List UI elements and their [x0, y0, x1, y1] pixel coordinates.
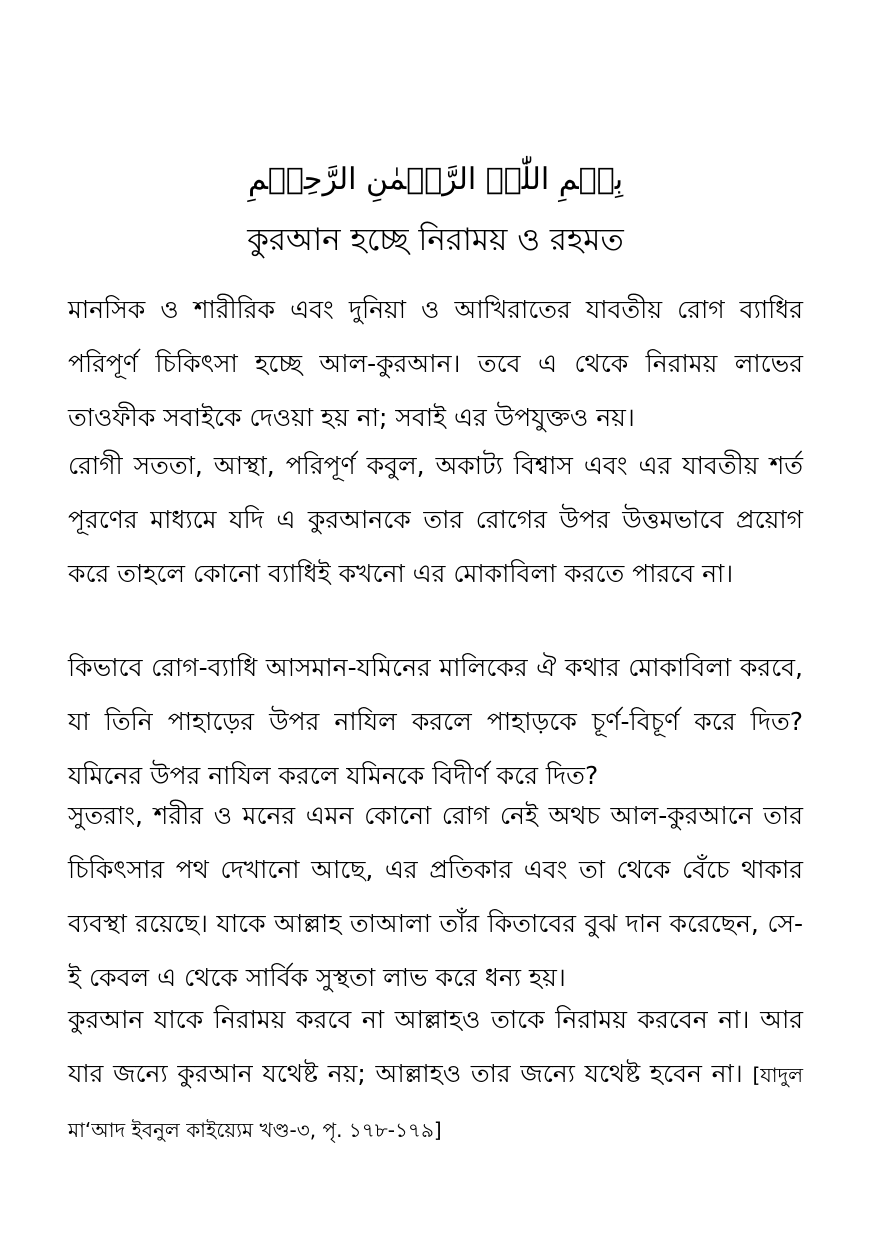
paragraph-1: মানসিক ও শারীরিক এবং দুনিয়া ও আখিরাতের যাবতীয় রোগ ব্যাধির পরিপূর্ণ চিকিৎসা হচ্ছে আল-কুরআন। তবে এ থেকে নিরাময় লাভের তাওফীক সবাইকে দেওয়া হয় না; সবাই এর উপযুক্তও নয়।: [68, 295, 803, 432]
paragraph-2: রোগী সততা, আস্থা, পরিপূর্ণ কবুল, অকাট্য বিশ্বাস এবং এর যাবতীয় শর্ত পূরণের মাধ্যমে যদি এ কুরআনকে তার রোগের উপর উত্তমভাবে প্রয়োগ করে তাহলে কোনো ব্যাধিই কখনো এর মোকাবিলা করতে পারবে না।: [68, 451, 803, 588]
bismillah-calligraphy: بِسۡمِ اللّٰہِ الرَّحۡمٰنِ الرَّحِیۡمِ: [247, 162, 624, 197]
page-title: কুরআন হচ্ছে নিরাময় ও রহমত: [247, 222, 624, 258]
citation: [যাদুল মা‘আদ ইবনুল কাইয়্যেম খণ্ড-৩, পৃ. ১৭৮-১৭৯]: [68, 1063, 803, 1142]
paragraph-5-text: কুরআন যাকে নিরাময় করবে না আল্লাহও তাকে নিরাময় করবেন না। আর যার জন্যে কুরআন যথেষ্ট নয়; আল্লাহও তার জন্যে যথেষ্ট হবেন না।: [68, 1005, 803, 1088]
paragraph-3: কিভাবে রোগ-ব্যাধি আসমান-যমিনের মালিকের ঐ কথার মোকাবিলা করবে, যা তিনি পাহাড়ের উপর নাযিল করলে পাহাড়কে চূর্ণ-বিচূর্ণ করে দিত? যমিনের উপর নাযিল করলে যমিনকে বিদীর্ণ করে দিত?: [68, 653, 803, 790]
paragraph-4: সুতরাং, শরীর ও মনের এমন কোনো রোগ নেই অথচ আল-কুরআনে তার চিকিৎসার পথ দেখানো আছে, এর প্রতিকার এবং তা থেকে বেঁচে থাকার ব্যবস্থা রয়েছে। যাকে আল্লাহ তাআলা তাঁর কিতাবের বুঝ দান করেছেন, সে-ই কেবল এ থেকে সার্বিক সুস্থতা লাভ করে ধন্য হয়।: [68, 801, 803, 992]
paragraph-5: [68, 993, 803, 1157]
